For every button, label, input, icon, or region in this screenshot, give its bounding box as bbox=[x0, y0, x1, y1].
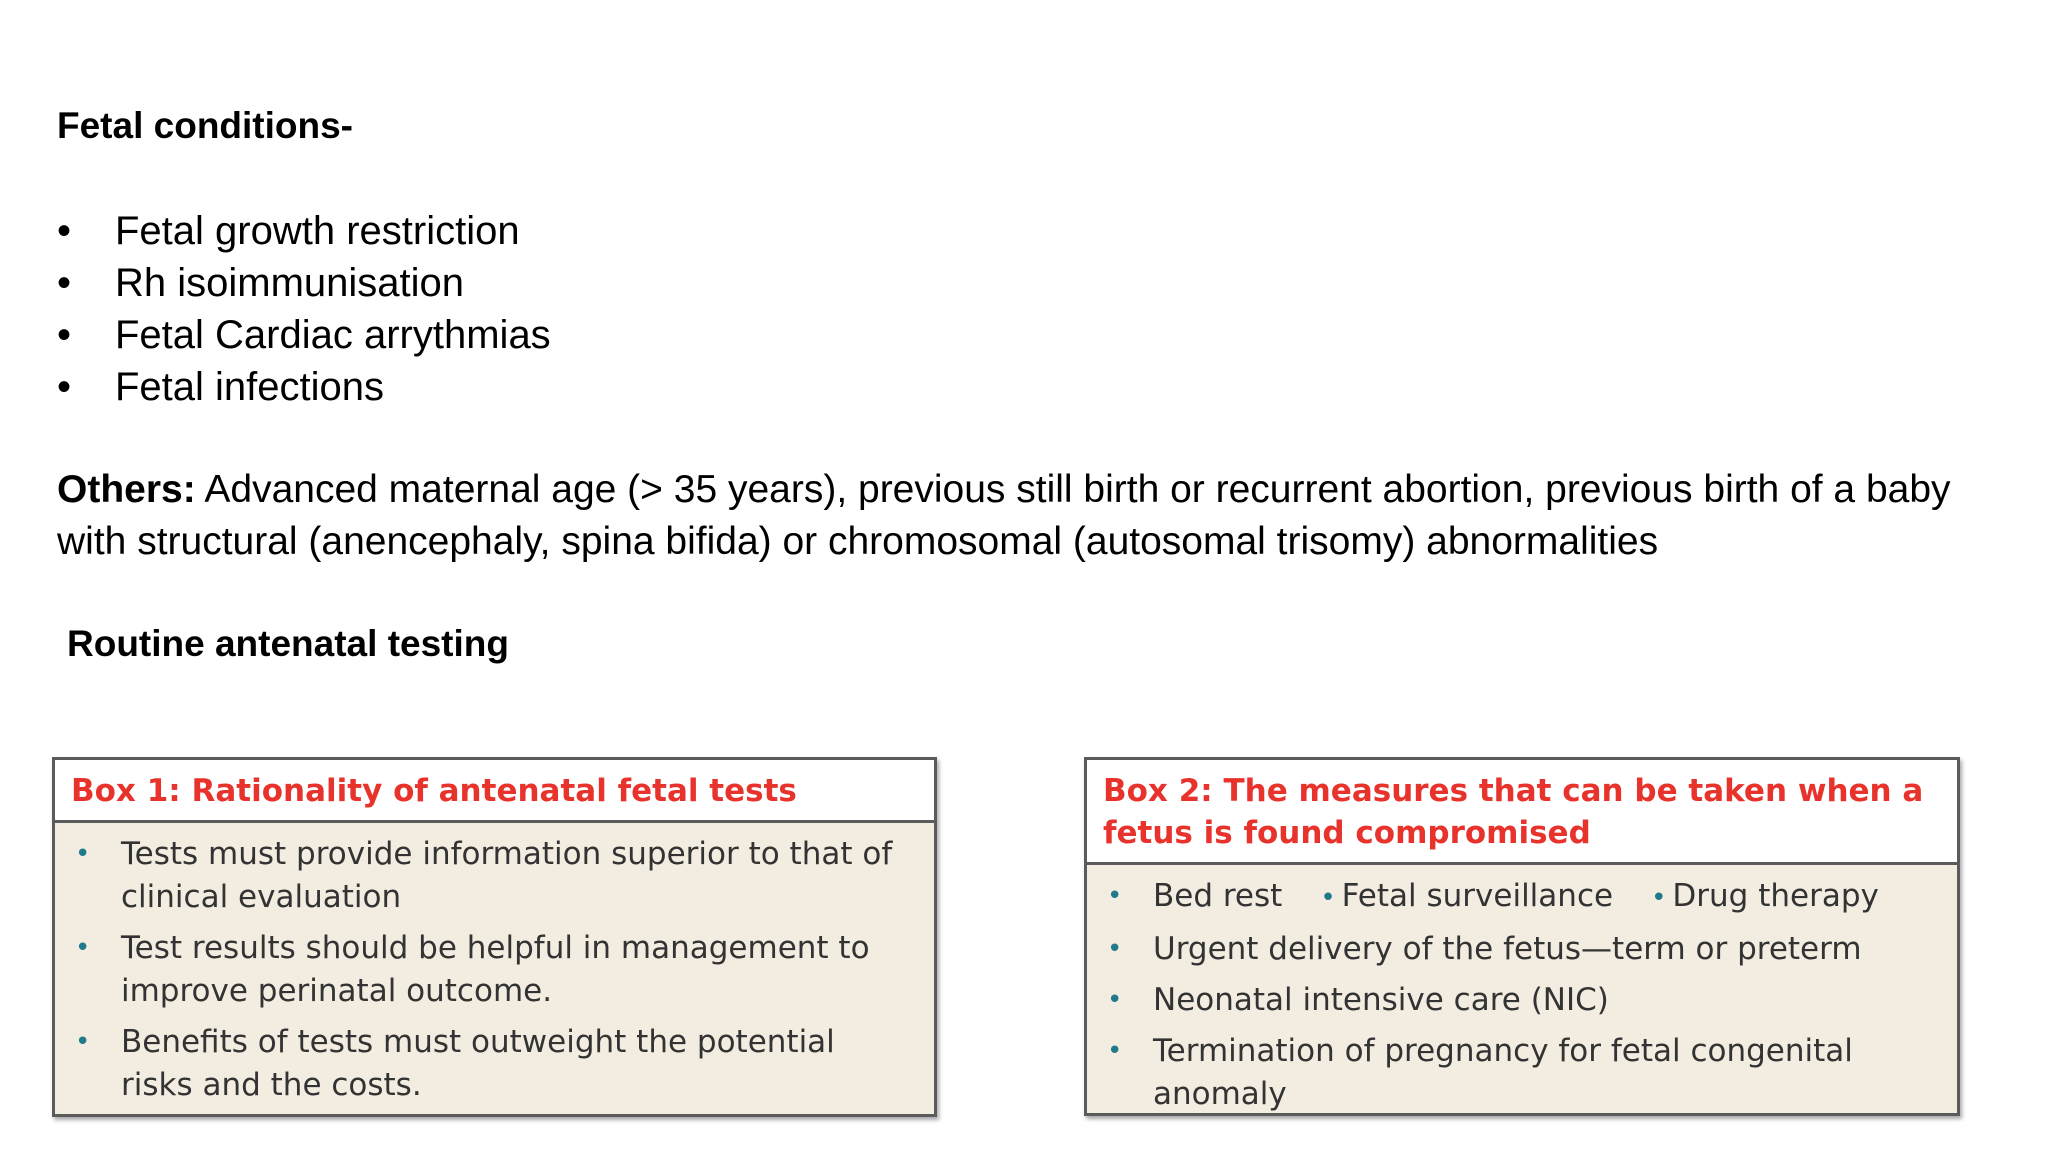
fetal-conditions-list bbox=[57, 205, 551, 413]
list-item bbox=[57, 257, 551, 309]
box-list bbox=[55, 823, 934, 1107]
list-item-text: Fetal growth restriction bbox=[115, 209, 520, 253]
bullet-icon: • bbox=[1107, 1036, 1123, 1066]
bullet-icon: • bbox=[1651, 883, 1667, 913]
fetal-conditions-heading: Fetal conditions- bbox=[57, 105, 353, 146]
list-item bbox=[1103, 875, 1937, 920]
list-item-text: Fetal surveillance bbox=[1341, 878, 1614, 914]
list-item bbox=[1103, 928, 1937, 971]
box-list bbox=[1087, 865, 1957, 1116]
list-item bbox=[1103, 1030, 1937, 1116]
bullet-icon: • bbox=[75, 1027, 91, 1057]
others-paragraph bbox=[57, 464, 1957, 568]
bullet-icon: • bbox=[57, 261, 72, 305]
list-item-text: Fetal infections bbox=[115, 365, 385, 409]
bullet-icon: • bbox=[57, 365, 72, 409]
list-item-text: Termination of pregnancy for fetal congenital anomaly bbox=[1153, 1033, 1853, 1112]
list-item-text: Benefits of tests must outweight the potential risks and the costs. bbox=[121, 1024, 835, 1103]
bullet-icon: • bbox=[1107, 881, 1123, 911]
bullet-icon: • bbox=[57, 313, 72, 357]
list-item bbox=[57, 309, 551, 361]
box-title: Box 2: The measures that can be taken when a fetus is found compromised bbox=[1087, 760, 1957, 865]
list-item-text: Bed rest bbox=[1153, 878, 1283, 914]
list-item-text: Test results should be helpful in management to improve perinatal outcome. bbox=[121, 930, 870, 1009]
box-rationality-of-tests bbox=[52, 757, 937, 1117]
bullet-icon: • bbox=[57, 209, 72, 253]
box-measures-compromised-fetus bbox=[1084, 757, 1960, 1116]
list-item-text: Fetal Cardiac arrythmias bbox=[115, 313, 551, 357]
bullet-icon: • bbox=[75, 839, 91, 869]
list-item bbox=[57, 361, 551, 413]
list-item-text: Tests must provide information superior to that of clinical evaluation bbox=[121, 836, 893, 915]
bullet-icon: • bbox=[1320, 883, 1336, 913]
routine-testing-heading: Routine antenatal testing bbox=[67, 623, 509, 664]
list-item bbox=[1103, 979, 1937, 1022]
box-title: Box 1: Rationality of antenatal fetal tests bbox=[55, 760, 934, 823]
list-item-text: Urgent delivery of the fetus—term or preterm bbox=[1153, 931, 1862, 967]
others-text: Advanced maternal age (> 35 years), previous still birth or recurrent abortion, previous birth of a baby with structural (anencephaly, spina bifida) or chromosomal (autosomal trisomy) abnormalities bbox=[57, 468, 1951, 563]
bullet-icon: • bbox=[75, 933, 91, 963]
bullet-icon: • bbox=[1107, 985, 1123, 1015]
list-item-text: Drug therapy bbox=[1672, 878, 1879, 914]
list-item bbox=[71, 927, 914, 1013]
list-item bbox=[71, 1021, 914, 1107]
bullet-icon: • bbox=[1107, 934, 1123, 964]
list-item-text: Neonatal intensive care (NIC) bbox=[1153, 982, 1609, 1018]
list-item bbox=[57, 205, 551, 257]
list-item-text: Rh isoimmunisation bbox=[115, 261, 465, 305]
list-item bbox=[71, 833, 914, 919]
others-label: Others: bbox=[57, 468, 196, 511]
